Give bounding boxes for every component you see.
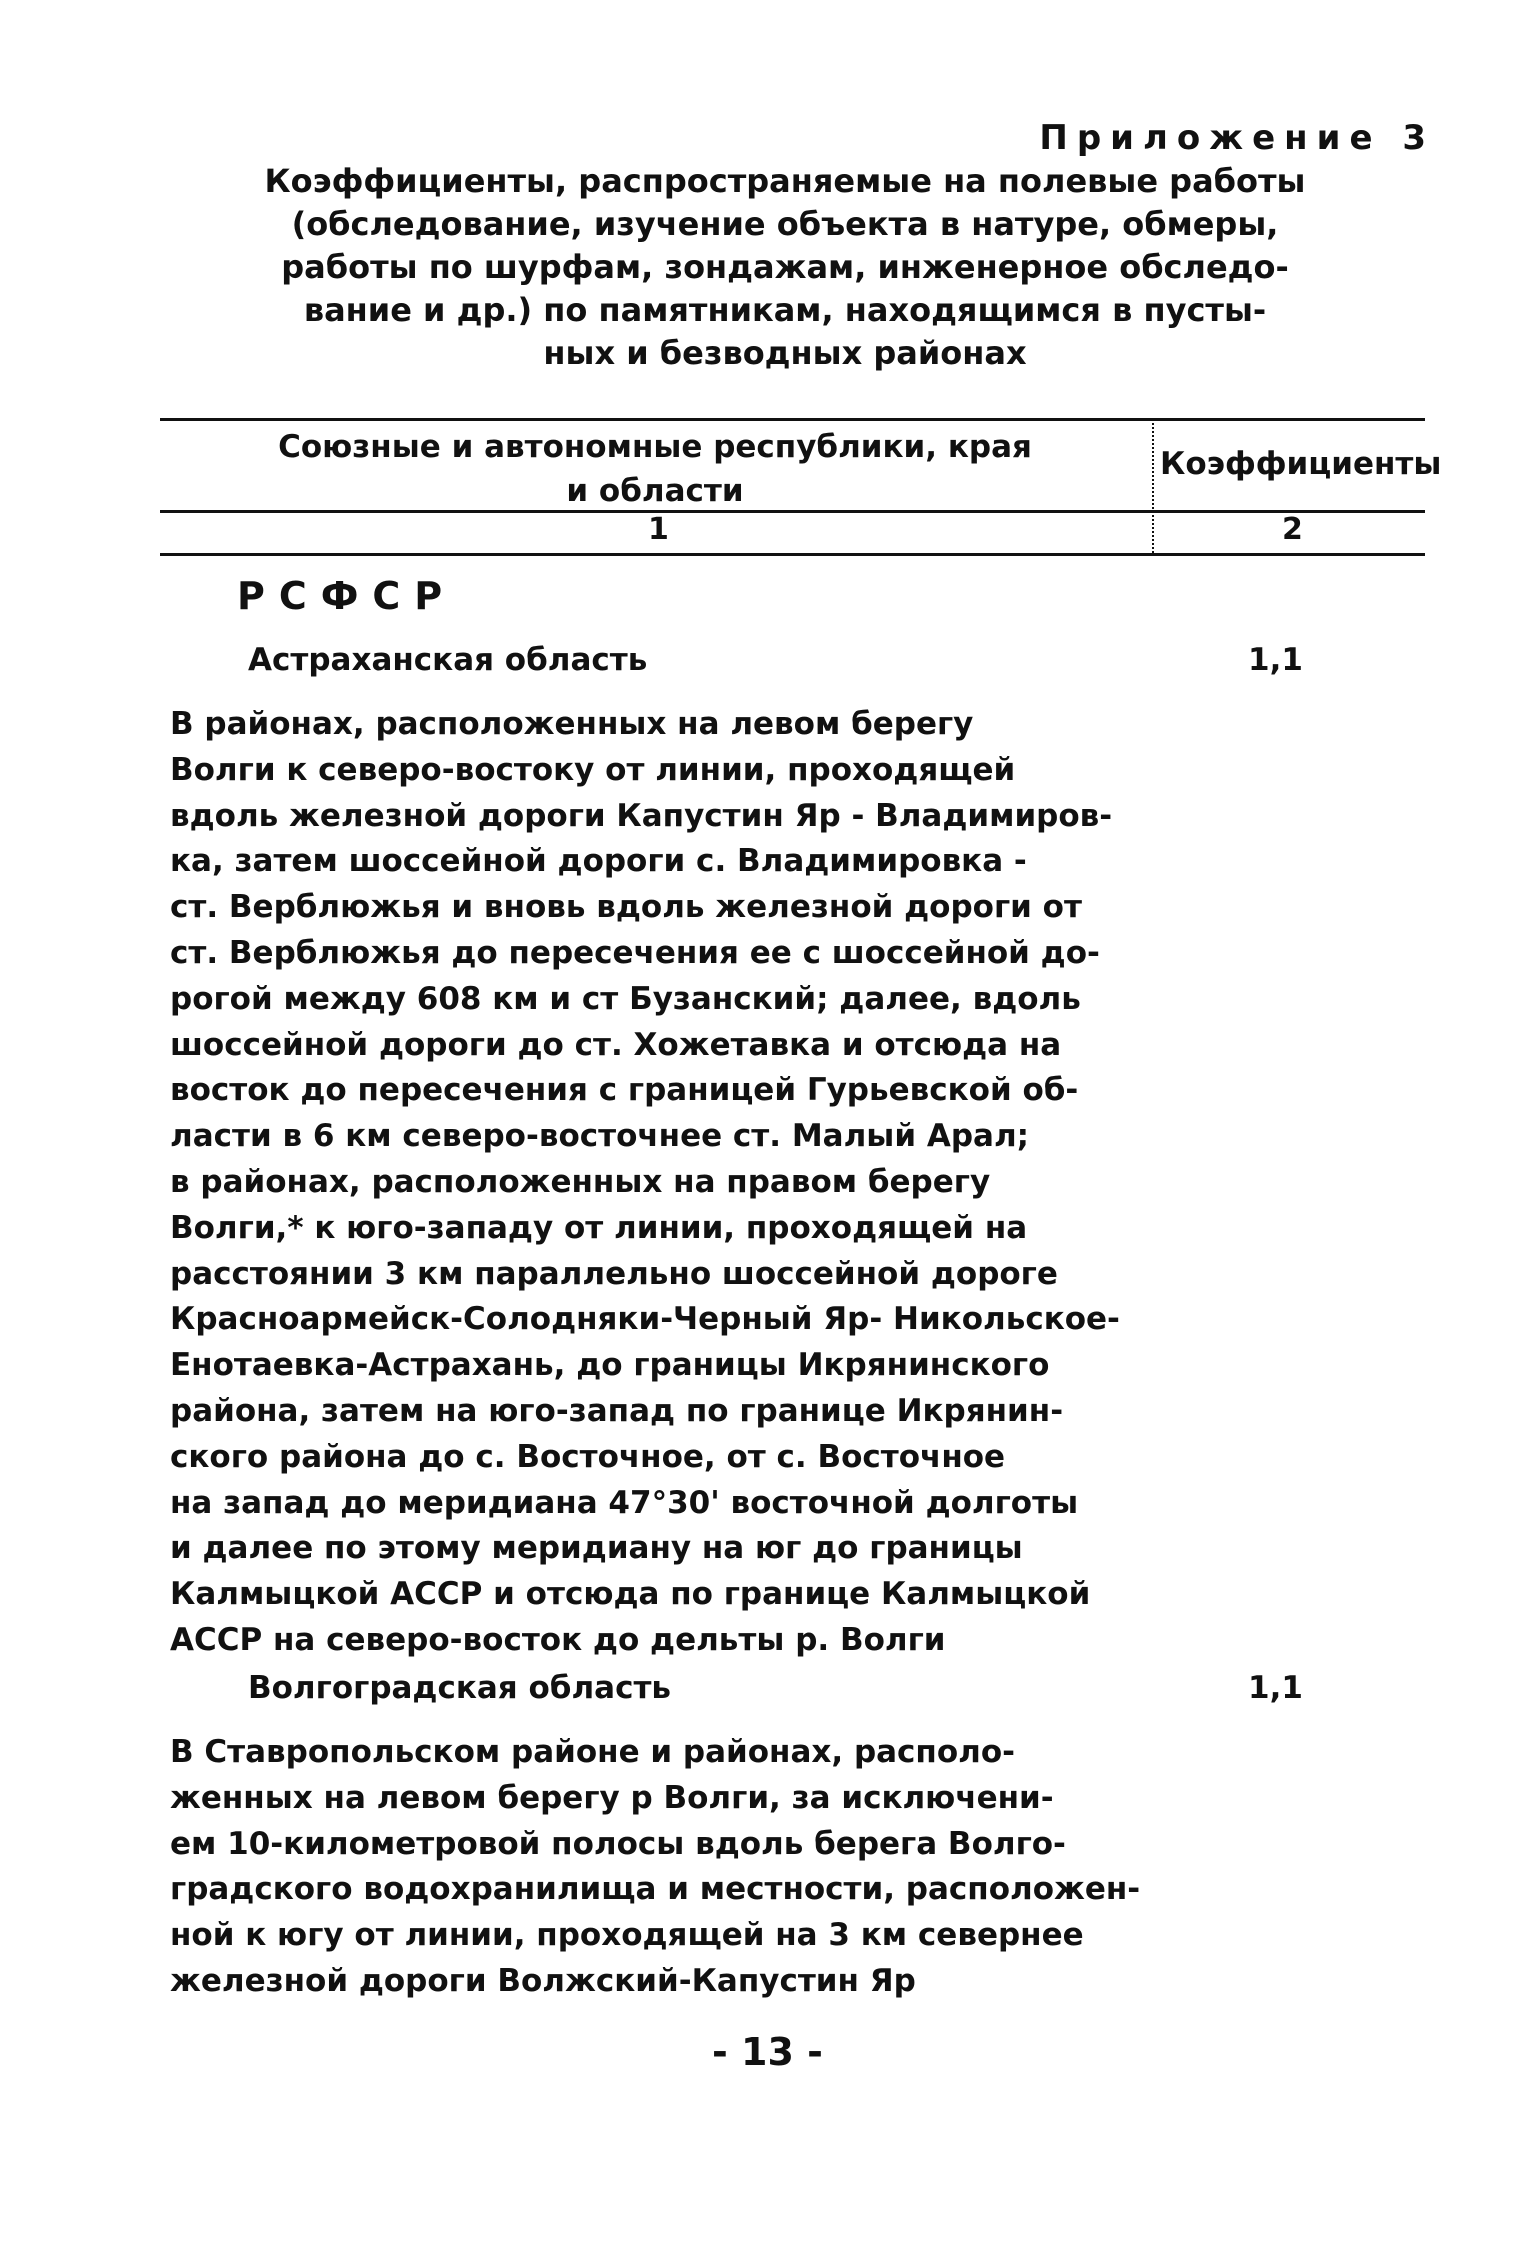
text-line: ласти в 6 км северо-восточнее ст. Малый Арал; — [170, 1118, 1030, 1155]
text-line: ского района до с. Восточное, от с. Восточное — [170, 1438, 1006, 1475]
column-number-1: 1 — [648, 512, 669, 547]
text-line: Енотаевка-Астрахань, до границы Икрянинского — [170, 1347, 1050, 1384]
text-line: в районах, расположенных на правом берегу — [170, 1163, 991, 1200]
text-line: Волги к северо-востоку от линии, проходящей — [170, 751, 1016, 788]
text-line: В районах, расположенных на левом берегу — [170, 706, 974, 742]
region-coefficient: 1,1 — [1248, 642, 1303, 678]
text-line: ем 10-километровой полосы вдоль берега Волго- — [170, 1825, 1066, 1862]
text-line: В Ставропольском районе и районах, располо- — [170, 1734, 1016, 1770]
appendix-label: Приложение 3 — [1039, 118, 1435, 158]
region-coefficient: 1,1 — [1248, 1670, 1303, 1706]
title-line: ных и безводных районах — [543, 334, 1027, 372]
text-line: и далее по этому меридиану на юг до границы — [170, 1530, 1023, 1567]
page-number: - 13 - — [712, 2030, 823, 2074]
table-bottom-rule — [160, 553, 1425, 556]
text-line: ной к югу от линии, проходящей на 3 км севернее — [170, 1917, 1084, 1954]
title-line: работы по шурфам, зондажам, инженерное обследо- — [281, 248, 1289, 286]
text-line: АССР на северо-восток до дельты р. Волги — [170, 1621, 946, 1658]
title-line: Коэффициенты, распространяемые на полевые работы — [264, 162, 1306, 200]
text-line: градского водохранилища и местности, расположен- — [170, 1871, 1141, 1908]
region-name: Волгоградская область — [248, 1670, 672, 1706]
region-name: Астраханская область — [248, 642, 648, 678]
text-line: расстоянии 3 км параллельно шоссейной дороге — [170, 1255, 1058, 1292]
text-line: Красноармейск-Солодняки-Черный Яр- Никольское- — [170, 1301, 1120, 1338]
column-header-coefficients: Коэффициенты — [1160, 446, 1442, 482]
text-line: Калмыцкой АССР и отсюда по границе Калмыцкой — [170, 1576, 1091, 1613]
title-line: вание и др.) по памятникам, находящимся в пусты- — [303, 291, 1267, 329]
table-column-divider — [1152, 418, 1154, 553]
column-number-2: 2 — [1282, 512, 1303, 547]
text-line: рогой между 608 км и ст Бузанский; далее, вдоль — [170, 980, 1081, 1017]
column-header-line: и области — [566, 473, 744, 509]
text-line: женных на левом берегу р Волги, за исключени- — [170, 1779, 1054, 1816]
document-title — [240, 160, 1330, 375]
text-line: района, затем на юго-запад по границе Икрянин- — [170, 1392, 1064, 1429]
text-line: ка, затем шоссейной дороги с. Владимировка - — [170, 843, 1027, 880]
text-line: шоссейной дороги до ст. Хожетавка и отсюда на — [170, 1026, 1062, 1063]
text-line: Волги,* к юго-западу от линии, проходящей на — [170, 1209, 1028, 1246]
region-description — [170, 702, 1120, 1664]
title-line: (обследование, изучение объекта в натуре, обмеры, — [291, 205, 1279, 243]
text-line: на запад до меридиана 47°30' восточной долготы — [170, 1484, 1079, 1521]
section-heading: РСФСР — [237, 574, 457, 618]
text-line: восток до пересечения с границей Гурьевской об- — [170, 1072, 1079, 1109]
table-top-rule — [160, 418, 1425, 421]
region-description — [170, 1730, 1140, 2005]
text-line: вдоль железной дороги Капустин Яр - Владимиров- — [170, 797, 1113, 834]
column-header-line: Союзные и автономные республики, края — [278, 429, 1032, 465]
column-header-regions — [160, 425, 1150, 513]
text-line: ст. Верблюжья до пересечения ее с шоссейной до- — [170, 934, 1100, 971]
text-line: железной дороги Волжский-Капустин Яр — [170, 1962, 916, 1999]
text-line: ст. Верблюжья и вновь вдоль железной дороги от — [170, 889, 1082, 926]
